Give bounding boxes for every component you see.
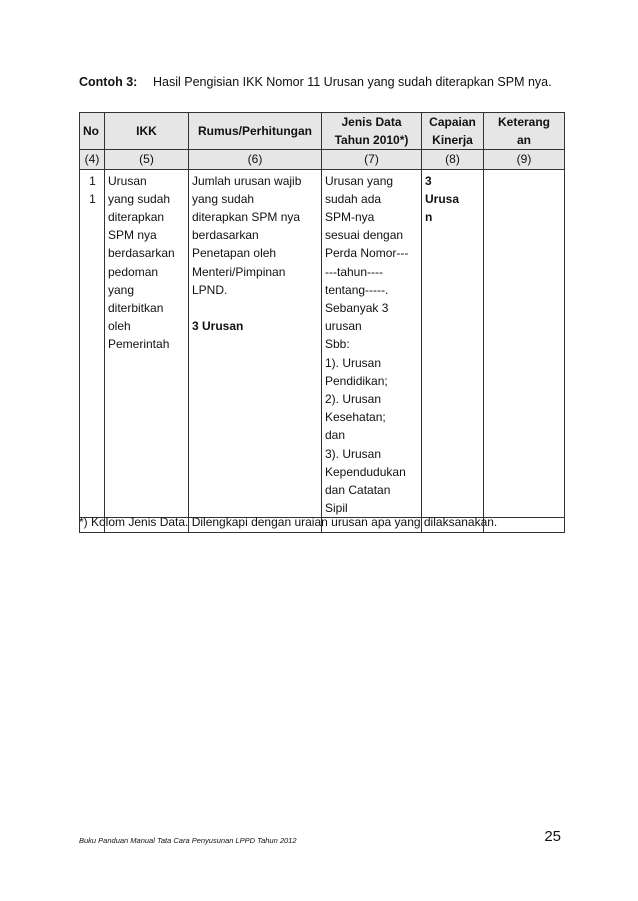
cell-line: dan [325,428,346,443]
cell-jenis-data [322,169,422,518]
caption-text: Hasil Pengisian IKK Nomor 11 Urusan yang sudah diterapkan SPM nya. [153,75,552,89]
footer-book-title: Buku Panduan Manual Tata Cara Penyusunan LPPD Tahun 2012 [79,836,297,845]
cell-line: tentang-----. [325,282,389,297]
cell-line: diterapkan [108,210,165,225]
cell-line: n [425,210,433,225]
cell-line: sesuai dengan [325,228,404,243]
cell-line: 3). Urusan [325,446,382,461]
cell-capaian [422,169,484,518]
cell-line: yang sudah [108,191,171,206]
cell-line: diterbitkan [108,301,164,316]
cell-line: Perda Nomor--- [325,246,409,261]
cell-line: Menteri/Pimpinan [192,264,286,279]
cell-line: Pendidikan; [325,373,388,388]
cell-line: Penetapan oleh [192,246,277,261]
table-row [80,169,565,518]
header-jenis-line2: Tahun 2010*) [334,133,409,148]
cell-line: dan Catatan [325,483,391,498]
column-number: (6) [189,150,322,169]
cell-line: Sipil [325,501,348,516]
cell-line: Urusan [108,173,147,188]
column-number: (5) [105,150,189,169]
cell-line: Sebanyak 3 [325,301,389,316]
rumus-result: 3 Urusan [192,319,244,334]
cell-line: diterapkan SPM nya [192,210,301,225]
header-keterangan-line2: an [516,133,531,148]
cell-line: 1 [89,173,96,188]
rumus-spacer [192,299,319,317]
cell-line: LPND. [192,282,228,297]
cell-line: yang [108,282,135,297]
header-capaian [422,113,484,150]
column-number: (4) [80,150,105,169]
example-caption [79,73,564,92]
cell-line: Kependudukan [325,464,406,479]
header-jenis-line1: Jenis Data [341,115,402,129]
header-no: No [80,113,105,150]
caption-label: Contoh 3: [79,75,138,89]
cell-line: Sbb: [325,337,350,352]
cell-line: Kesehatan; [325,410,386,425]
header-keterangan [484,113,565,150]
cell-rumus [189,169,322,518]
header-keterangan-line1: Keterang [497,115,550,129]
cell-line: yang sudah [192,191,255,206]
cell-line: 1 [89,191,96,206]
header-jenis-data [322,113,422,150]
column-number: (8) [422,150,484,169]
cell-no [80,169,105,518]
header-capaian-line2: Kinerja [432,133,473,148]
cell-line: 1). Urusan [325,355,382,370]
header-ikk: IKK [105,113,189,150]
rumus-lines [192,172,319,299]
cell-ikk [105,169,189,518]
cell-line: sudah ada [325,191,382,206]
cell-line: 2). Urusan [325,392,382,407]
cell-line: oleh [108,319,131,334]
header-capaian-line1: Capaian [429,115,476,129]
cell-line: 3 [425,173,432,188]
column-number-row [80,150,565,169]
column-number: (7) [322,150,422,169]
cell-line: pedoman [108,264,159,279]
cell-line: berdasarkan [192,228,259,243]
page-number: 25 [544,828,561,845]
cell-line: ---tahun---- [325,264,384,279]
footnote: *) Kolom Jenis Data. Dilengkapi dengan uraian urusan apa yang dilaksanakan. [79,515,498,529]
cell-line: Pemerintah [108,337,170,352]
cell-line: urusan [325,319,362,334]
cell-keterangan [484,169,565,518]
cell-line: Urusan yang [325,173,394,188]
ikk-table [79,112,565,533]
cell-line: SPM nya [108,228,157,243]
cell-line: berdasarkan [108,246,175,261]
column-number: (9) [484,150,565,169]
cell-line: Jumlah urusan wajib [192,173,302,188]
header-rumus: Rumus/Perhitungan [189,113,322,150]
cell-line: Urusa [425,191,460,206]
header-row [80,113,565,150]
cell-line: SPM-nya [325,210,375,225]
